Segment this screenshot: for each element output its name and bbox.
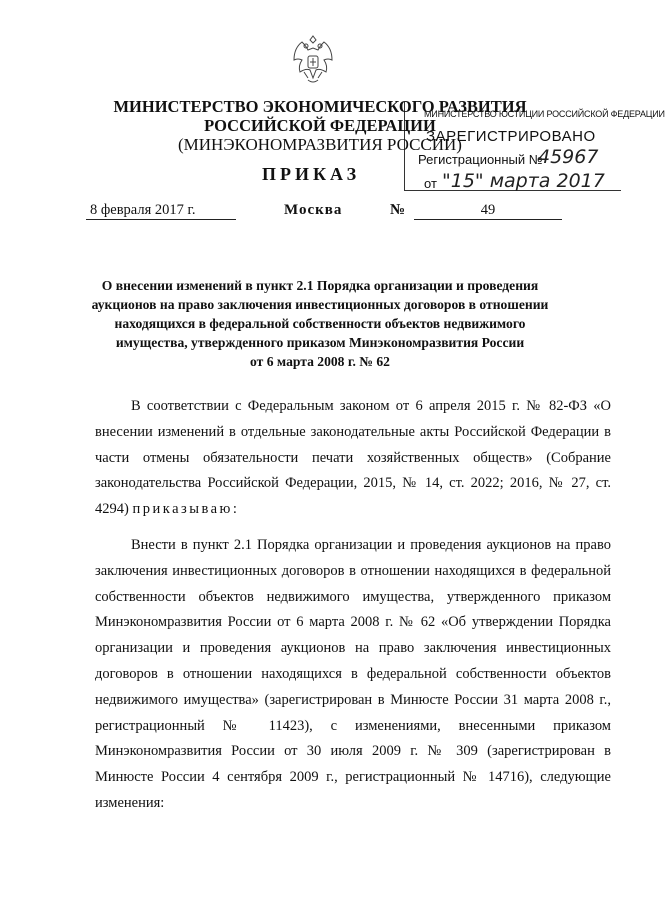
stamp-date-value: "15" марта 2017 — [442, 170, 605, 192]
order-word: приказываю: — [132, 501, 240, 518]
document-number: 49 — [414, 202, 562, 220]
title-line-1: О внесении изменений в пункт 2.1 Порядка организации и проведения — [101, 278, 539, 293]
document-date: 8 февраля 2017 г. — [86, 202, 236, 220]
title-line-3: находящихся в федеральной собственности объектов недвижимого — [114, 316, 526, 331]
paragraph-amendment: Внести в пункт 2.1 Порядка организации и проведения аукционов на право заключения инвестиционных договоров в отношении находящихся в федеральной собственности объектов недвижимого имущества, утвержденного приказом Минэкономразвития России от 6 марта 2008 г. № 62 «Об утверждении Порядка организации и проведения аукционов на право заключения инвестиционных договоров в отношении находящихся в федеральной собственности объектов недвижимого имущества» (зарегистрирован в Минюсте России 31 марта 2008 г., регистрационный № 11423), с изменениями, внесенными приказом Минэкономразвития России от 30 июля 2009 г. № 309 (зарегистрирован в Минюсте России 4 сентября 2009 г., регистрационный № 14716), следующие изменения: — [95, 536, 611, 811]
ministry-line-3: (МИНЭКОНОМРАЗВИТИЯ РОССИИ) — [178, 135, 462, 154]
title-line-2: аукционов на право заключения инвестиционных договоров в отношении — [91, 297, 549, 312]
stamp-regnum-label: Регистрационный № — [418, 152, 543, 167]
ministry-line-1: МИНИСТЕРСТВО ЭКОНОМИЧЕСКОГО РАЗВИТИЯ — [113, 97, 527, 116]
stamp-registered-label: ЗАРЕГИСТРИРОВАНО — [426, 128, 596, 145]
document-body — [95, 394, 611, 817]
ministry-line-2: РОССИЙСКОЙ ФЕДЕРАЦИИ — [204, 116, 436, 135]
number-sign: № — [390, 202, 406, 218]
stamp-date-label: от — [424, 176, 437, 191]
title-line-4: имущества, утвержденного приказом Минэкономразвития России — [115, 335, 525, 350]
ministry-name — [60, 97, 580, 154]
document-type: ПРИКАЗ — [262, 164, 361, 184]
stamp-regnum-value: 45967 — [538, 146, 599, 168]
paragraph-preamble — [95, 394, 611, 523]
stamp-header: МИНИСТЕРСТВО ЮСТИЦИИ РОССИЙСКОЙ ФЕДЕРАЦИИ — [424, 109, 665, 119]
document-title — [70, 276, 570, 371]
preamble-text: В соответствии с Федеральным законом от 6 апреля 2015 г. № 82-ФЗ «О внесении изменений в отдельные законодательные акты Российской Федерации в части отмены обязательности печати хозяйственных обществ» (Собрание законодательства Российской Федерации, 2015, № 14, ст. 2022; 2016, № 27, ст. 4294) — [95, 398, 611, 518]
document-city: Москва — [284, 202, 343, 218]
title-line-5: от 6 марта 2008 г. № 62 — [250, 354, 390, 369]
coat-of-arms-icon — [288, 32, 338, 90]
